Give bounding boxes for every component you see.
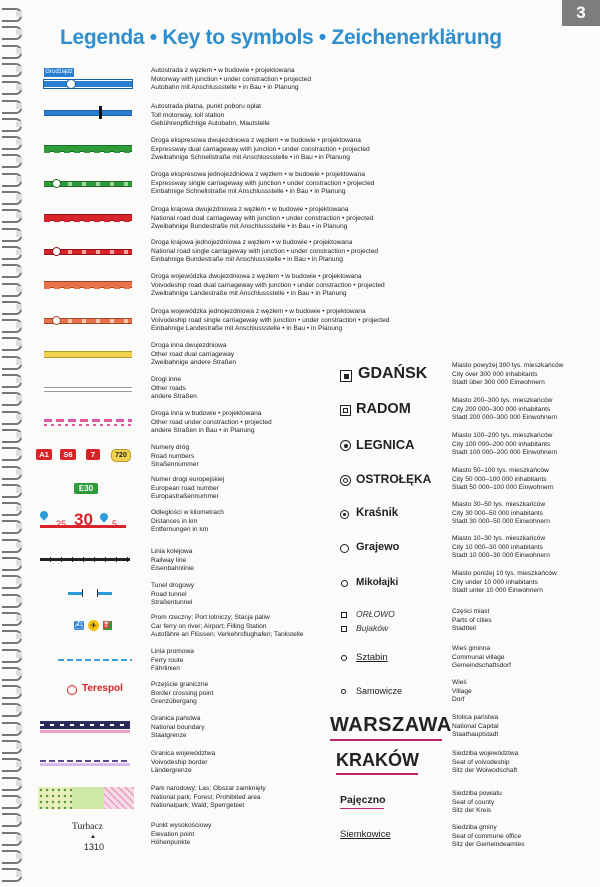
city-symbol-krakow [330, 750, 450, 780]
binding-ring [2, 612, 24, 626]
badge-voivodeship: 720 [111, 449, 131, 462]
binding-ring [2, 356, 24, 370]
distance-large: 30 [74, 510, 93, 529]
part-name-bujakow: Bujaków [356, 623, 389, 633]
city-name-krasnik: Kraśnik [356, 507, 399, 519]
other-dual-desc: Droga inna dwujezdniowa Other road dual carriageway Zweibahnige andere Straßen [151, 342, 237, 367]
european-road-desc: Numer drogi europejskiej European road number Europastraßennummer [151, 476, 225, 501]
border-crossing-label: Terespol [82, 683, 123, 694]
city-symbol-siemkowice [330, 824, 450, 850]
voivodeship-single-desc: Droga wojewódzka jednojezdniowa z węzłem • w budowie • projektowana Voivodeship road single carriageway with junction • under constraction • projected Einbahnige Landestraße mit Anschlussstelle • in Bau • in Planung [151, 308, 390, 333]
binding-ring [2, 758, 24, 772]
elevation-desc: Punkt wysokościowy Elevation point Höhenpunkte [151, 822, 212, 847]
city-desc-grajewo: Miasto 10–30 tys. mieszkańców City 10 000–30 000 inhabitants Stadt 10 000–30 000 Einwohnern [452, 535, 550, 560]
binding-ring [2, 191, 24, 205]
ferry-icon: ⛴ [74, 622, 84, 629]
motorway-symbol [36, 67, 136, 107]
city-symbol-ostroleka [330, 467, 450, 493]
city-symbol-radom [330, 397, 450, 423]
binding-ring [2, 228, 24, 242]
binding-ring [2, 868, 24, 882]
distances-symbol [36, 509, 136, 549]
binding-ring [2, 136, 24, 150]
binding-ring [2, 209, 24, 223]
city-double-circle-icon [340, 475, 351, 486]
binding-ring [2, 795, 24, 809]
elevation-symbol [36, 822, 136, 862]
binding-ring [2, 777, 24, 791]
city-name-grajewo: Grajewo [356, 541, 400, 553]
county-seat-underline [340, 808, 384, 809]
city-desc-gdansk: Miasto powyżej 300 tys. mieszkańców City over 300 000 inhabitants Stadt über 300 000 Einwohnern [452, 362, 564, 387]
capital-underline [330, 739, 442, 741]
city-name-sztabin: Sztabin [356, 652, 388, 663]
city-square-icon [340, 405, 351, 416]
tunnel-desc: Tunel drogowy Road tunnel Straßentunnel [151, 582, 195, 607]
city-desc-sztabin: Wieś gminna Communal village Gemeindschaftsdorf [452, 645, 512, 670]
binding-ring [2, 557, 24, 571]
binding-ring [2, 649, 24, 663]
city-name-pajeczno: Pajęczno [340, 794, 386, 806]
badge-expressway: S6 [60, 449, 76, 460]
city-name-samowicze: Samowicze [356, 686, 403, 696]
binding-ring [2, 447, 24, 461]
city-symbol-krasnik [330, 501, 450, 527]
park-desc: Park narodowy; Las; Obszar zamknięty National park; Forest; Prohibited area Nationalpark; Wald; Sperrgebiet [151, 785, 266, 810]
distances-desc: Odległości w kilometrach Distances in km Entfernungen in km [151, 509, 224, 534]
binding-ring [2, 520, 24, 534]
city-circle-icon [340, 544, 349, 553]
binding-ring [2, 411, 24, 425]
city-name-radom: RADOM [356, 401, 411, 417]
binding-ring [2, 813, 24, 827]
city-symbol-pajeczno [330, 790, 450, 816]
road-numbers-desc: Numery dróg Road numbers Straßennummer [151, 444, 199, 469]
city-desc-warszawa: Stolica państwa National Capital Staathauptstadt [452, 714, 499, 739]
railway-desc: Linia kolejowa Railway line Eisenbahnlinie [151, 548, 194, 573]
voivodeship-dual-desc: Droga wojewódzka dwujezdniowa z węzłem • w budowie • projektowana Voivodeship road dual carriageway with junction • under constraction • projected Zweibahnige Landestraße mit Anschlussstelle • in Bau • in Planung [151, 273, 385, 298]
binding-ring [2, 392, 24, 406]
city-desc-samowicze: Wieś Village Dorf [452, 679, 472, 704]
binding-ring [2, 630, 24, 644]
ferry-route-desc: Linia promowa Ferry route Fährlinien [151, 648, 194, 673]
city-name-legnica: LEGNICA [356, 437, 415, 452]
binding-ring [2, 63, 24, 77]
city-desc-krakow: Siedziba województwa Seat of voivodeship Sitz der Woiwodschaft [452, 750, 519, 775]
prohibited-area-swatch [104, 787, 134, 809]
binding-ring [2, 264, 24, 278]
city-name-gdansk: GDAŃSK [358, 365, 428, 382]
city-symbol-samowicze [330, 679, 450, 705]
binding-ring [2, 850, 24, 864]
border-crossing-desc: Przejście graniczne Border crossing point Grenzübergang [151, 681, 214, 706]
city-symbol-gdansk [330, 362, 450, 388]
state-border-desc: Granica państwa National boundary Staatgrenze [151, 715, 205, 740]
peak-triangle-icon: ▲ [90, 834, 96, 840]
binding-ring [2, 319, 24, 333]
binding-ring [2, 685, 24, 699]
binding-ring [2, 100, 24, 114]
distance-small-left: 25 [56, 519, 67, 529]
badge-motorway: A1 [36, 449, 52, 460]
ferry-airport-fuel-desc: Prom rzeczny; Port lotniczy; Stacja paliw Car ferry on river; Airport; Filling Station Autofähre an Flüssen; Verkehrsflughafen; Tankstelle [151, 614, 304, 639]
binding-ring [2, 81, 24, 95]
binding-ring [2, 539, 24, 553]
binding-ring [2, 740, 24, 754]
binding-ring [2, 173, 24, 187]
binding-ring [2, 484, 24, 498]
binding-ring [2, 429, 24, 443]
binding-ring [2, 667, 24, 681]
binding-ring [2, 703, 24, 717]
city-symbol-warszawa [330, 714, 450, 744]
city-desc-parts: Części miast Parts of cities Stadtteil [452, 608, 492, 633]
binding-ring [2, 374, 24, 388]
voivodeship-seat-underline [336, 773, 418, 775]
city-name-mikolajki: Mikołajki [356, 577, 399, 588]
spiral-binding [0, 0, 28, 887]
binding-ring [2, 8, 24, 22]
state-border-symbol [36, 715, 136, 755]
city-desc-radom: Miasto 200–300 tys. mieszkańców City 200 000–300 000 inhabitants Stadt 200 000–300 000 Einwohnern [452, 397, 558, 422]
border-crossing-circle-icon [67, 685, 77, 695]
national-park-swatch [38, 787, 72, 809]
binding-ring [2, 337, 24, 351]
part-square-icon [341, 612, 347, 618]
expressway-single-symbol [36, 171, 136, 211]
part-square-icon-2 [341, 626, 347, 632]
voivodeship-border-symbol [36, 750, 136, 790]
binding-ring [2, 502, 24, 516]
toll-desc: Autostrada płatna, punkt poboru opłat Toll motorway, toll station Gebührenpflichtige Autobahn, Mautstelle [151, 103, 270, 128]
binding-ring [2, 575, 24, 589]
city-circle-dot-icon [340, 440, 351, 451]
voivodeship-dual-symbol [36, 273, 136, 313]
motorway-sign: Grudziądz [45, 69, 73, 75]
village-small-circle-icon [341, 689, 346, 694]
binding-ring [2, 118, 24, 132]
city-desc-krasnik: Miasto 30–50 tys. mieszkańców City 30 000–50 000 inhabitants Stadt 30 000–50 000 Einwohnern [452, 501, 550, 526]
distance-small-right: 5 [112, 519, 118, 529]
badge-european: E30 [74, 483, 98, 494]
village-circle-icon [341, 655, 347, 661]
city-symbol-sztabin [330, 645, 450, 671]
fuel-icon: ⛽ [103, 622, 112, 629]
national-single-desc: Droga krajowa jednojezdniowa z węzłem • w budowie • projektowana National road single carriageway with junction • under constraction • projected Einbahnige Bundestraße mit Anschlussstelle • in Bau • in Planung [151, 239, 379, 264]
airport-icon: ✈ [88, 620, 99, 631]
city-symbol-parts [330, 608, 450, 638]
binding-ring [2, 301, 24, 315]
badge-national: 7 [86, 449, 100, 460]
city-desc-legnica: Miasto 100–200 tys. mieszkańców City 100 000–200 000 inhabitants Stadt 100 000–200 000 Einwohnern [452, 432, 558, 457]
city-name-krakow: KRAKÓW [336, 750, 419, 770]
city-name-siemkowice: Siemkowice [340, 829, 391, 840]
city-symbol-legnica [330, 432, 450, 458]
city-name-warszawa: WARSZAWA [330, 714, 452, 736]
city-square-dot-icon [340, 370, 352, 382]
city-name-ostroleka: OSTROŁĘKA [356, 472, 432, 486]
binding-ring [2, 154, 24, 168]
page-number: 3 [562, 0, 600, 26]
other-build-desc: Droga inna w budowie • projektowana Other road under constraction • projected andere Straßen in Bau • in Planung [151, 410, 272, 435]
expressway-single-desc: Droga ekspresowa jednojezdniowa z węzłem • w budowie • projektowana Expressway single carriageway with junction • under constraction • projected Einbahnige Schnellstraße mit Anschlussstelle • in Bau • in Planung [151, 171, 375, 196]
other-desc: Drogi inne Other roads andere Straßen [151, 376, 197, 401]
forest-swatch [72, 787, 104, 809]
motorway-desc: Autostrada z węzłem • w budowie • projektowana Motorway with junction • under constraction • projected Autobahn mit Anschlussstelle • in Bau • in Planung [151, 67, 312, 92]
expressway-dual-desc: Droga ekspresowa dwujezdniowa z węzłem • w budowie • projektowana Expressway dual carriageway with junction • under constraction • projected Zweibahnige Schnellstraße mit Anschlussstelle • in Bau • in Planung [151, 137, 370, 162]
city-circle-dot-small-icon [340, 510, 349, 519]
binding-ring [2, 283, 24, 297]
city-desc-mikolajki: Miasto poniżej 10 tys. mieszkańców City under 10 000 inhabitants Stadt unter 10 000 Einwohnern [452, 570, 557, 595]
city-small-circle-icon [341, 580, 348, 587]
binding-ring [2, 466, 24, 480]
park-forest-prohibited-symbol [36, 785, 136, 825]
page-title: Legenda • Key to symbols • Zeichenerklärung [60, 26, 502, 49]
city-desc-siemkowice: Siedziba gminy Seat of commune office Sitz der Gemeindeamtes [452, 824, 525, 849]
binding-ring [2, 722, 24, 736]
city-symbol-mikolajki [330, 570, 450, 596]
city-symbol-grajewo [330, 535, 450, 561]
binding-ring [2, 246, 24, 260]
peak-elevation: 1310 [84, 842, 105, 852]
binding-ring [2, 45, 24, 59]
part-name-orlowo: ORŁOWO [356, 609, 395, 619]
voivodeship-border-desc: Granica województwa Voivodeship border Ländergrenze [151, 750, 216, 775]
city-desc-ostroleka: Miasto 50–100 tys. mieszkańców City 50 000–100 000 inhabitants Stadt 50 000–100 000 Einwohnern [452, 467, 554, 492]
city-desc-pajeczno: Siedziba powiatu Seat of county Sitz der Kreis [452, 790, 502, 815]
binding-ring [2, 26, 24, 40]
national-dual-desc: Droga krajowa dwujezdniowa z węzłem • w budowie • projektowana National road dual carriageway with junction • under constraction • projected Zweibahnige Bundestraße mit Anschlussstelle • in Bau • in Planung [151, 206, 374, 231]
binding-ring [2, 594, 24, 608]
peak-name: Turbacz [72, 822, 103, 832]
binding-ring [2, 832, 24, 846]
